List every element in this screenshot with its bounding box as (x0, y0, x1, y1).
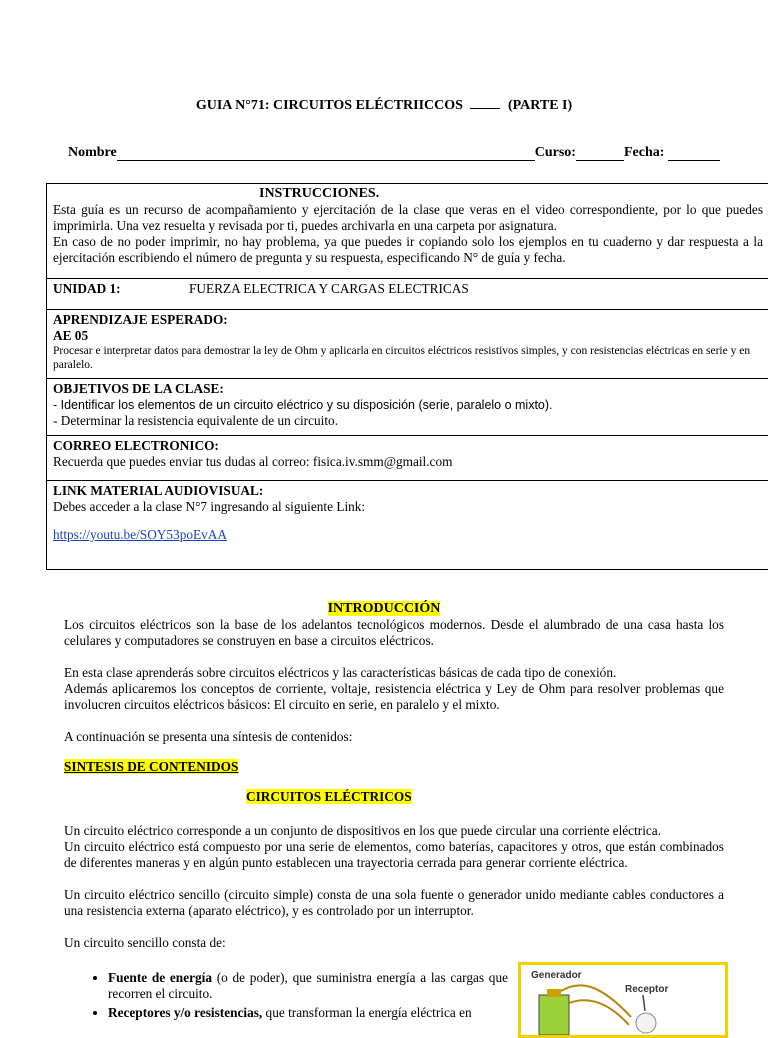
figure-label-receptor: Receptor (625, 984, 668, 995)
title-blank (470, 98, 500, 109)
circuit-figure (518, 962, 728, 1038)
email-text: Recuerda que puedes enviar tus dudas al correo: fisica.iv.smm@gmail.com (53, 454, 763, 470)
instructions-p2: En caso de no poder imprimir, no hay problema, ya que puedes ir copiando solo los ejemplos en tu cuaderno y dar respuesta a la ejercitación escribiendo el número de pregunta y su respuesta, especificando N° de guía y fecha. (53, 234, 763, 266)
unit-value: FUERZA ELECTRICA Y CARGAS ELECTRICAS (189, 281, 469, 296)
learning-heading: APRENDIZAJE ESPERADO: (53, 312, 763, 328)
date-field[interactable] (668, 146, 720, 161)
bulb-icon (636, 1013, 656, 1033)
intro-p2b: Además aplicaremos los conceptos de corriente, voltaje, resistencia eléctrica y Ley de Ohm para resolver problemas que involucren circuitos eléctricos básicos: El circuito en serie, en paralelo y el mixto. (64, 681, 724, 713)
title-part: (PARTE I) (508, 98, 572, 113)
synthesis-heading: SINTESIS DE CONTENIDOS (64, 759, 238, 774)
learning-code: AE 05 (53, 328, 763, 344)
wire-icon (569, 1000, 629, 1025)
name-field[interactable] (117, 146, 535, 161)
battery-icon (539, 995, 569, 1035)
name-label: Nombre (68, 145, 117, 161)
list-item-bold: Fuente de energía (108, 970, 212, 985)
email-heading: CORREO ELECTRONICO: (53, 438, 763, 454)
circuits-p2: Un circuito eléctrico sencillo (circuito simple) consta de una sola fuente o generador unido mediante cables conductores a una resistencia externa (aparato eléctrico), y es controlado por un interruptor. (64, 887, 724, 919)
instructions-heading: INSTRUCCIONES. (53, 186, 763, 202)
date-label: Fecha: (624, 145, 664, 161)
instructions-row (47, 184, 768, 279)
student-info-line (68, 145, 723, 161)
course-label: Curso: (535, 145, 576, 161)
video-link[interactable]: https://youtu.be/SOY53poEvAA (53, 527, 227, 542)
figure-label-generator: Generador (531, 970, 582, 981)
unit-row (47, 279, 768, 310)
intro-p3: A continuación se presenta una síntesis de contenidos: (64, 729, 724, 745)
objectives-heading: OBJETIVOS DE LA CLASE: (53, 381, 763, 397)
instructions-p1: Esta guía es un recurso de acompañamiento y ejercitación de la clase que veras en el video correspondiente, por lo que puedes imprimirla. Una vez resuelta y revisada por ti, puedes archivarla en una carpeta por asignatura. (53, 202, 763, 234)
circuits-heading: CIRCUITOS ELÉCTRICOS (246, 789, 412, 804)
list-item (108, 970, 508, 1002)
unit-label: UNIDAD 1: (53, 281, 189, 297)
pointer-line-icon (643, 995, 645, 1011)
audiovisual-heading: LINK MATERIAL AUDIOVISUAL: (53, 483, 763, 499)
objective-item-1: - Identificar los elementos de un circuito eléctrico y su disposición (serie, paralelo o mixto). (53, 397, 763, 413)
email-row (47, 436, 768, 481)
list-item-text: que transforman la energía eléctrica en (262, 1005, 471, 1020)
list-item-bold: Receptores y/o resistencias, (108, 1005, 262, 1020)
learning-text: Procesar e interpretar datos para demostrar la ley de Ohm y aplicarla en circuitos eléctricos resistivos simples, y con resistencias eléctricas en serie y en paralelo. (53, 344, 763, 372)
list-item (108, 1005, 508, 1021)
title-text: GUIA N°71: CIRCUITOS ELÉCTRIICCOS (196, 98, 463, 113)
intro-heading-wrap (0, 601, 768, 617)
battery-terminal-icon (547, 989, 561, 997)
course-field[interactable] (576, 146, 624, 161)
audiovisual-row (47, 481, 768, 570)
learning-row (47, 310, 768, 379)
info-table (46, 183, 768, 570)
audiovisual-text: Debes acceder a la clase N°7 ingresando al siguiente Link: (53, 499, 763, 515)
intro-heading: INTRODUCCIÓN (328, 601, 441, 616)
objective-item-2: - Determinar la resistencia equivalente de un circuito. (53, 413, 763, 429)
objectives-row (47, 379, 768, 436)
page-title (0, 98, 768, 114)
circuits-p3: Un circuito sencillo consta de: (64, 935, 724, 951)
list-item-text: (o de poder), que suministra energía a las cargas que recorren el circuito. (108, 970, 508, 1001)
circuits-p1a: Un circuito eléctrico corresponde a un conjunto de dispositivos en los que puede circular una corriente eléctrica. (64, 823, 724, 839)
intro-body (64, 617, 724, 951)
intro-p1: Los circuitos eléctricos son la base de los adelantos tecnológicos modernos. Desde el alumbrado de una casa hasta los celulares y computadores se construyen en base a circuitos eléctricos. (64, 617, 724, 649)
circuits-p1b: Un circuito eléctrico está compuesto por una serie de elementos, como baterías, capacitores y otros, que están combinados de diferentes maneras y en algún punto establecen una trayectoria cerrada para generar corriente eléctrica. (64, 839, 724, 871)
intro-p2a: En esta clase aprenderás sobre circuitos eléctricos y las características básicas de cada tipo de conexión. (64, 665, 724, 681)
circuit-parts-list (64, 970, 508, 1024)
circuit-illustration (521, 965, 725, 1035)
